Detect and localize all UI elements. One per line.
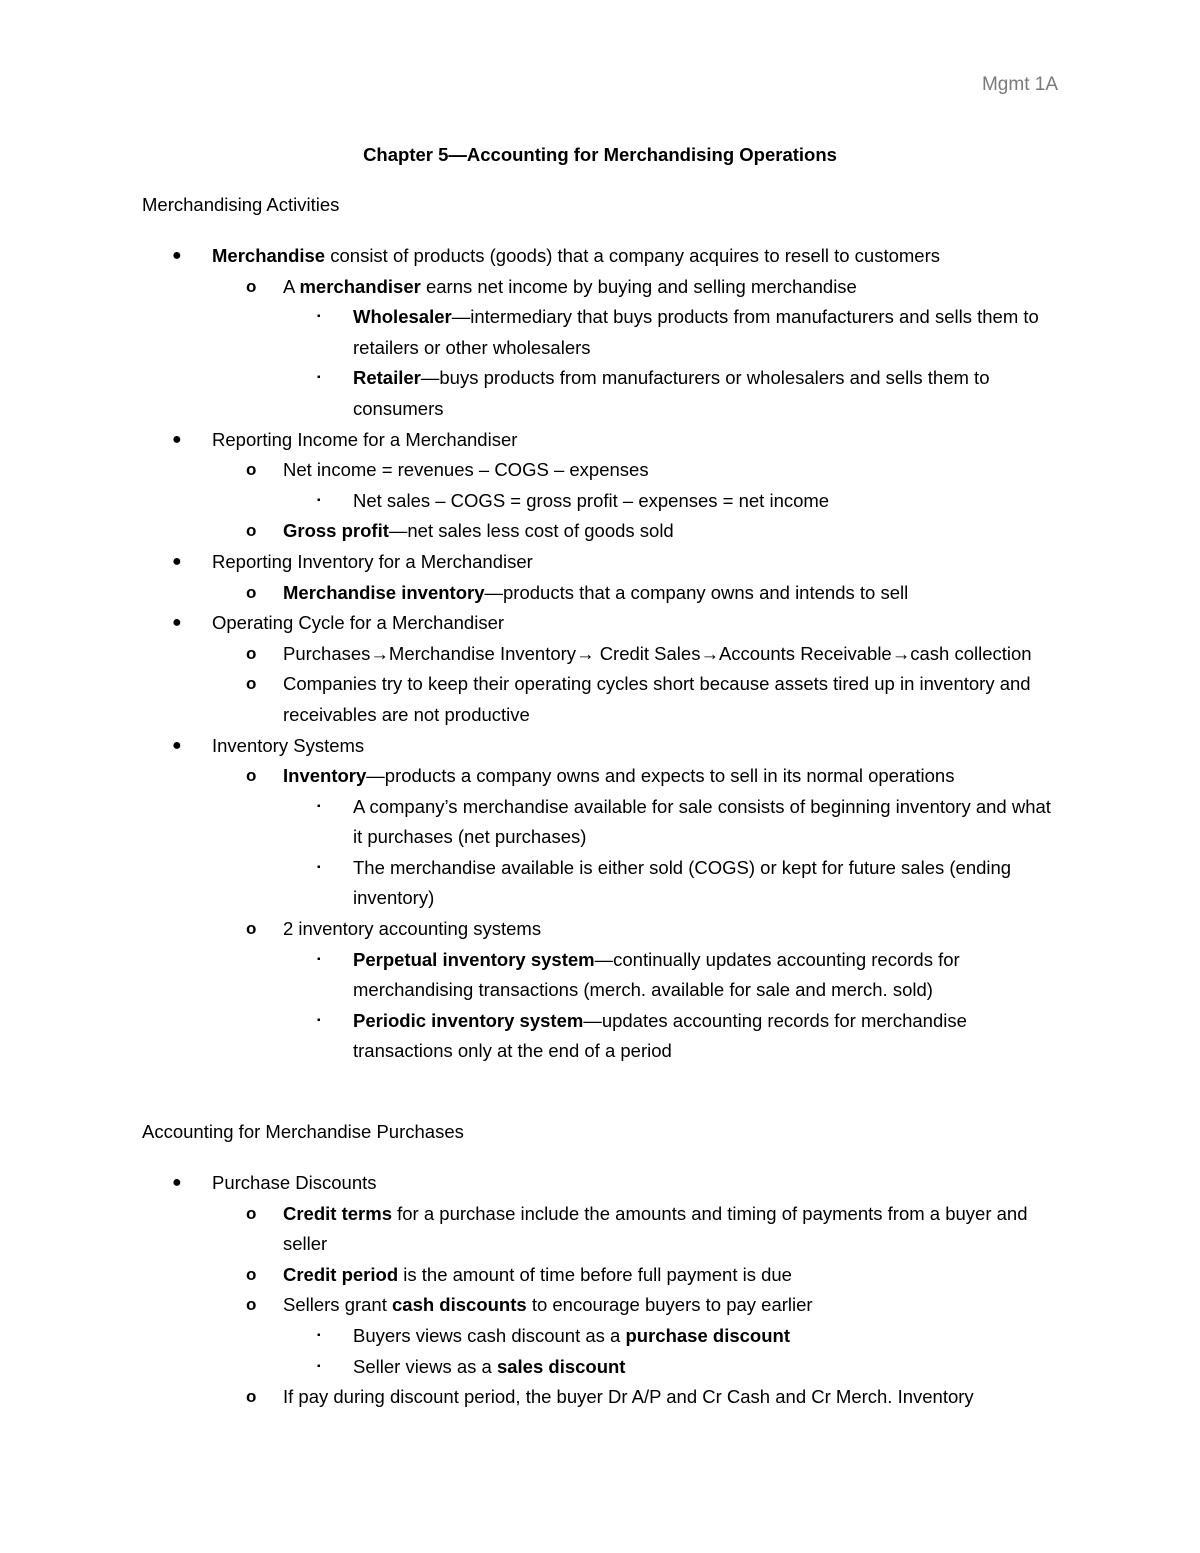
list-item: o Sellers grant cash discounts to encourage buyers to pay earlier <box>142 1290 1062 1321</box>
list-item: o If pay during discount period, the buyer Dr A/P and Cr Cash and Cr Merch. Inventory <box>142 1382 1062 1413</box>
list-item: ▪ Net sales – COGS = gross profit – expenses = net income <box>142 486 1062 517</box>
square-bullet-icon: ▪ <box>317 494 321 506</box>
list-item: o Companies try to keep their operating cycles short because assets tired up in inventory and receivables are not productive <box>142 669 1062 730</box>
square-bullet-icon: ▪ <box>317 953 321 965</box>
list-item: o 2 inventory accounting systems <box>142 914 1062 945</box>
bullet-icon: ● <box>172 614 182 632</box>
section-heading: Accounting for Merchandise Purchases <box>142 1121 464 1142</box>
square-bullet-icon: ▪ <box>317 1329 321 1341</box>
list-item: ● Inventory Systems <box>142 731 1062 762</box>
circle-bullet-icon: o <box>246 674 257 694</box>
bullet-icon: ● <box>172 552 182 570</box>
list-item: o Credit terms for a purchase include the amounts and timing of payments from a buyer and seller <box>142 1199 1062 1260</box>
list-item: o Net income = revenues – COGS – expenses <box>142 455 1062 486</box>
bullet-icon: ● <box>172 247 182 264</box>
list-item: ● Purchase Discounts <box>142 1168 1062 1199</box>
list-item: o Merchandise inventory—products that a company owns and intends to sell <box>142 578 1062 609</box>
list-item: ▪ Retailer—buys products from manufacturers or wholesalers and sells them to consumers <box>142 363 1062 424</box>
circle-bullet-icon: o <box>246 1203 257 1223</box>
page-header: Mgmt 1A <box>981 74 1058 95</box>
list-item: ▪ Perpetual inventory system—continually updates accounting records for merchandising transactions (merch. available for sale and merch. sold) <box>142 945 1062 1006</box>
notes-list <box>142 241 1062 1067</box>
square-bullet-icon: ▪ <box>317 1014 321 1026</box>
square-bullet-icon: ▪ <box>317 861 321 873</box>
list-item: ▪ Buyers views cash discount as a purchase discount <box>142 1321 1062 1352</box>
bullet-icon: ● <box>172 1174 182 1191</box>
list-item: ▪ A company’s merchandise available for sale consists of beginning inventory and what it purchases (net purchases) <box>142 792 1062 853</box>
circle-bullet-icon: o <box>246 643 257 663</box>
circle-bullet-icon: o <box>246 1295 257 1315</box>
list-item: ● Reporting Inventory for a Merchandiser <box>142 547 1062 578</box>
circle-bullet-icon: o <box>246 276 257 296</box>
circle-bullet-icon: o <box>246 521 257 541</box>
list-item: ● Merchandise consist of products (goods) that a company acquires to resell to customers <box>142 241 1062 272</box>
bullet-icon: ● <box>172 430 182 448</box>
square-bullet-icon: ▪ <box>317 800 321 812</box>
list-item: o Credit period is the amount of time before full payment is due <box>142 1260 1062 1291</box>
list-item: o Inventory—products a company owns and expects to sell in its normal operations <box>142 761 1062 792</box>
list-item: ▪ Seller views as a sales discount <box>142 1352 1062 1383</box>
circle-bullet-icon: o <box>246 919 257 939</box>
section-heading: Merchandising Activities <box>142 194 340 215</box>
list-item: o A merchandiser earns net income by buying and selling merchandise <box>142 272 1062 303</box>
circle-bullet-icon: o <box>246 766 257 786</box>
circle-bullet-icon: o <box>246 460 257 480</box>
list-item: ▪ Periodic inventory system—updates accounting records for merchandise transactions only at the end of a period <box>142 1006 1062 1067</box>
list-item: ● Operating Cycle for a Merchandiser <box>142 608 1062 639</box>
circle-bullet-icon: o <box>246 1387 257 1407</box>
square-bullet-icon: ▪ <box>317 1360 321 1372</box>
list-item: o Purchases→Merchandise Inventory→ Credit Sales→Accounts Receivable→cash collection <box>142 639 1062 670</box>
list-item: ▪ The merchandise available is either sold (COGS) or kept for future sales (ending inventory) <box>142 853 1062 914</box>
list-item: ▪ Wholesaler—intermediary that buys products from manufacturers and sells them to retailers or other wholesalers <box>142 302 1062 363</box>
list-item: ● Reporting Income for a Merchandiser <box>142 425 1062 456</box>
list-item: o Gross profit—net sales less cost of goods sold <box>142 516 1062 547</box>
document-title: Chapter 5—Accounting for Merchandising Operations <box>363 144 837 165</box>
square-bullet-icon: ▪ <box>317 372 321 384</box>
bullet-icon: ● <box>172 736 182 754</box>
circle-bullet-icon: o <box>246 1264 257 1284</box>
circle-bullet-icon: o <box>246 582 257 602</box>
square-bullet-icon: ▪ <box>317 311 321 323</box>
notes-list <box>142 1168 1062 1413</box>
